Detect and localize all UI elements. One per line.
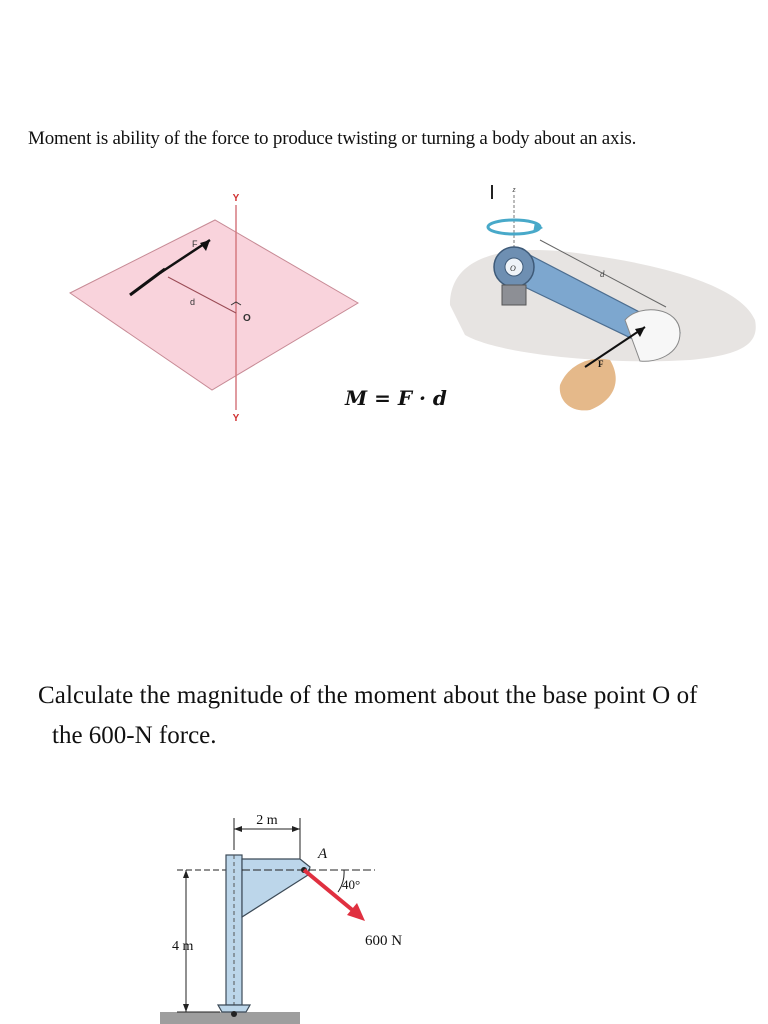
problem-line-1: Calculate the magnitude of the moment about the base point O of	[38, 682, 698, 709]
intro-text: Moment is ability of the force to produce twisting or turning a body about an axis.	[28, 128, 637, 149]
moment-plane-figure	[60, 185, 370, 425]
base-point-o	[231, 1011, 237, 1017]
origin-label: O	[243, 313, 251, 324]
wrench-figure	[440, 185, 760, 415]
bracket-arm	[242, 859, 310, 917]
arm	[560, 359, 616, 411]
height-label: 4 m	[172, 939, 194, 954]
angle-label: 40°	[342, 877, 361, 892]
problem-line-2: the 600-N force.	[52, 722, 217, 749]
plane-shape	[70, 220, 358, 390]
point-a-label: A	[318, 846, 328, 862]
bracket-figure	[160, 805, 440, 1024]
column-base	[218, 1005, 250, 1012]
width-label: 2 m	[256, 813, 278, 828]
force-label: F	[192, 239, 198, 249]
origin-label: O	[510, 264, 516, 273]
distance-label: d	[190, 297, 196, 307]
distance-label: d	[600, 269, 605, 279]
force-label: 600 N	[365, 933, 403, 949]
ground	[160, 1012, 300, 1024]
z-axis-label: z	[512, 185, 516, 194]
moment-formula: M = F · d	[345, 386, 447, 410]
y-axis-top-label: Y	[232, 193, 240, 204]
force-label: F	[598, 359, 604, 369]
y-axis-bottom-label: Y	[232, 413, 240, 424]
bolt	[502, 285, 526, 305]
